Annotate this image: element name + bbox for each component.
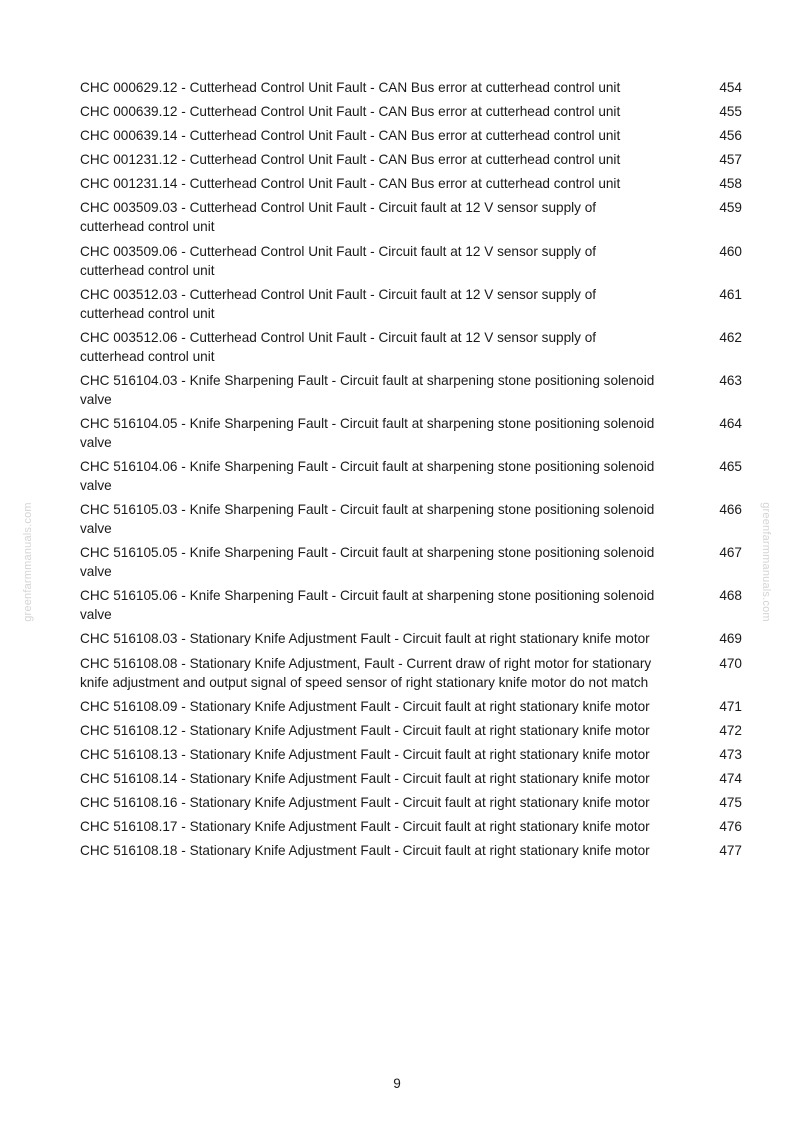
toc-entry[interactable] [80,586,744,624]
toc-entry-page: 470 [719,655,742,671]
toc-entry-page: 456 [719,128,742,144]
toc-entry-page: 465 [719,459,742,475]
toc-entry-page: 477 [719,843,742,859]
watermark-right: greenfarmmanuals.com [760,502,772,622]
toc-entry-title: CHC 516108.14 - Stationary Knife Adjustment Fault - Circuit fault at right stationary knife motor [80,770,650,786]
toc-entry-title: CHC 516108.17 - Stationary Knife Adjustment Fault - Circuit fault at right stationary knife motor [80,819,650,835]
toc-entry[interactable] [80,721,744,740]
toc-entry-page: 458 [719,176,742,192]
toc-entry-title: CHC 516108.18 - Stationary Knife Adjustment Fault - Circuit fault at right stationary knife motor [80,843,650,859]
toc-entry-title: CHC 516108.09 - Stationary Knife Adjustment Fault - Circuit fault at right stationary knife motor [80,698,650,714]
toc-entry[interactable] [80,126,744,145]
toc-entry-page: 473 [719,746,742,762]
toc-entry[interactable] [80,198,744,236]
toc-entry[interactable] [80,328,744,366]
toc-entry[interactable] [80,78,744,97]
toc-entry-page: 475 [719,794,742,810]
toc-entry-page: 464 [719,415,742,431]
toc-entry[interactable] [80,841,744,860]
toc-entry-page: 474 [719,770,742,786]
toc-entry-title: CHC 001231.12 - Cutterhead Control Unit Fault - CAN Bus error at cutterhead control unit [80,152,621,168]
toc-entry-page: 459 [719,200,742,216]
toc-entry[interactable] [80,414,744,452]
page-number: 9 [393,1076,401,1091]
toc-entry[interactable] [80,793,744,812]
toc-entry-title: CHC 000639.14 - Cutterhead Control Unit Fault - CAN Bus error at cutterhead control unit [80,128,621,144]
toc-entry[interactable] [80,697,744,716]
toc-entry[interactable] [80,174,744,193]
toc-entry-title: CHC 516104.03 - Knife Sharpening Fault - Circuit fault at sharpening stone positioning solenoid valve [80,372,655,407]
toc-entry[interactable] [80,285,744,323]
toc-entry[interactable] [80,242,744,280]
toc-entry-page: 466 [719,502,742,518]
toc-entry-title: CHC 516108.13 - Stationary Knife Adjustment Fault - Circuit fault at right stationary knife motor [80,746,650,762]
toc-entry-title: CHC 003512.06 - Cutterhead Control Unit Fault - Circuit fault at 12 V sensor supply of cutterhead control unit [80,329,597,364]
toc-entry-page: 468 [719,588,742,604]
toc-entry[interactable] [80,543,744,581]
toc-entry-title: CHC 516105.06 - Knife Sharpening Fault - Circuit fault at sharpening stone positioning solenoid valve [80,588,655,623]
toc-entry-title: CHC 003509.06 - Cutterhead Control Unit Fault - Circuit fault at 12 V sensor supply of cutterhead control unit [80,243,597,278]
toc-entry-title: CHC 000629.12 - Cutterhead Control Unit Fault - CAN Bus error at cutterhead control unit [80,80,621,95]
toc-entry-page: 461 [719,286,742,302]
toc-entry[interactable] [80,102,744,121]
toc-entry-page: 467 [719,545,742,561]
toc-entry[interactable] [80,457,744,495]
toc-entry-title: CHC 516108.16 - Stationary Knife Adjustment Fault - Circuit fault at right stationary knife motor [80,794,650,810]
toc-entry[interactable] [80,745,744,764]
toc-entry-title: CHC 000639.12 - Cutterhead Control Unit Fault - CAN Bus error at cutterhead control unit [80,104,621,120]
toc-entry-title: CHC 003512.03 - Cutterhead Control Unit Fault - Circuit fault at 12 V sensor supply of cutterhead control unit [80,286,597,321]
toc-entry-page: 454 [719,80,742,95]
toc-entry-title: CHC 516108.08 - Stationary Knife Adjustment, Fault - Current draw of right motor for stationary knife adjustment and output signal of speed sensor of right stationary knife motor do not match [80,655,652,690]
toc-entry[interactable] [80,629,744,648]
toc-entry-title: CHC 516108.03 - Stationary Knife Adjustment Fault - Circuit fault at right stationary knife motor [80,631,650,647]
toc-entry[interactable] [80,500,744,538]
toc-entry[interactable] [80,371,744,409]
toc-entry-page: 460 [719,243,742,259]
table-of-contents [80,78,744,865]
toc-entry-page: 471 [719,698,742,714]
toc-entry-title: CHC 516104.06 - Knife Sharpening Fault - Circuit fault at sharpening stone positioning solenoid valve [80,459,655,494]
toc-entry[interactable] [80,654,744,692]
toc-entry-title: CHC 001231.14 - Cutterhead Control Unit Fault - CAN Bus error at cutterhead control unit [80,176,621,192]
toc-entry[interactable] [80,150,744,169]
toc-entry-page: 472 [719,722,742,738]
watermark-left: greenfarmmanuals.com [22,502,34,622]
toc-entry-page: 469 [719,631,742,647]
toc-entry-title: CHC 516105.05 - Knife Sharpening Fault - Circuit fault at sharpening stone positioning solenoid valve [80,545,655,580]
toc-entry-page: 455 [719,104,742,120]
toc-entry[interactable] [80,769,744,788]
toc-entry[interactable] [80,817,744,836]
toc-entry-page: 476 [719,819,742,835]
toc-entry-title: CHC 003509.03 - Cutterhead Control Unit Fault - Circuit fault at 12 V sensor supply of cutterhead control unit [80,200,597,235]
toc-entry-title: CHC 516105.03 - Knife Sharpening Fault - Circuit fault at sharpening stone positioning solenoid valve [80,502,655,537]
toc-entry-page: 463 [719,372,742,388]
toc-entry-title: CHC 516104.05 - Knife Sharpening Fault - Circuit fault at sharpening stone positioning solenoid valve [80,415,655,450]
toc-entry-title: CHC 516108.12 - Stationary Knife Adjustment Fault - Circuit fault at right stationary knife motor [80,722,650,738]
toc-entry-page: 457 [719,152,742,168]
toc-entry-page: 462 [719,329,742,345]
